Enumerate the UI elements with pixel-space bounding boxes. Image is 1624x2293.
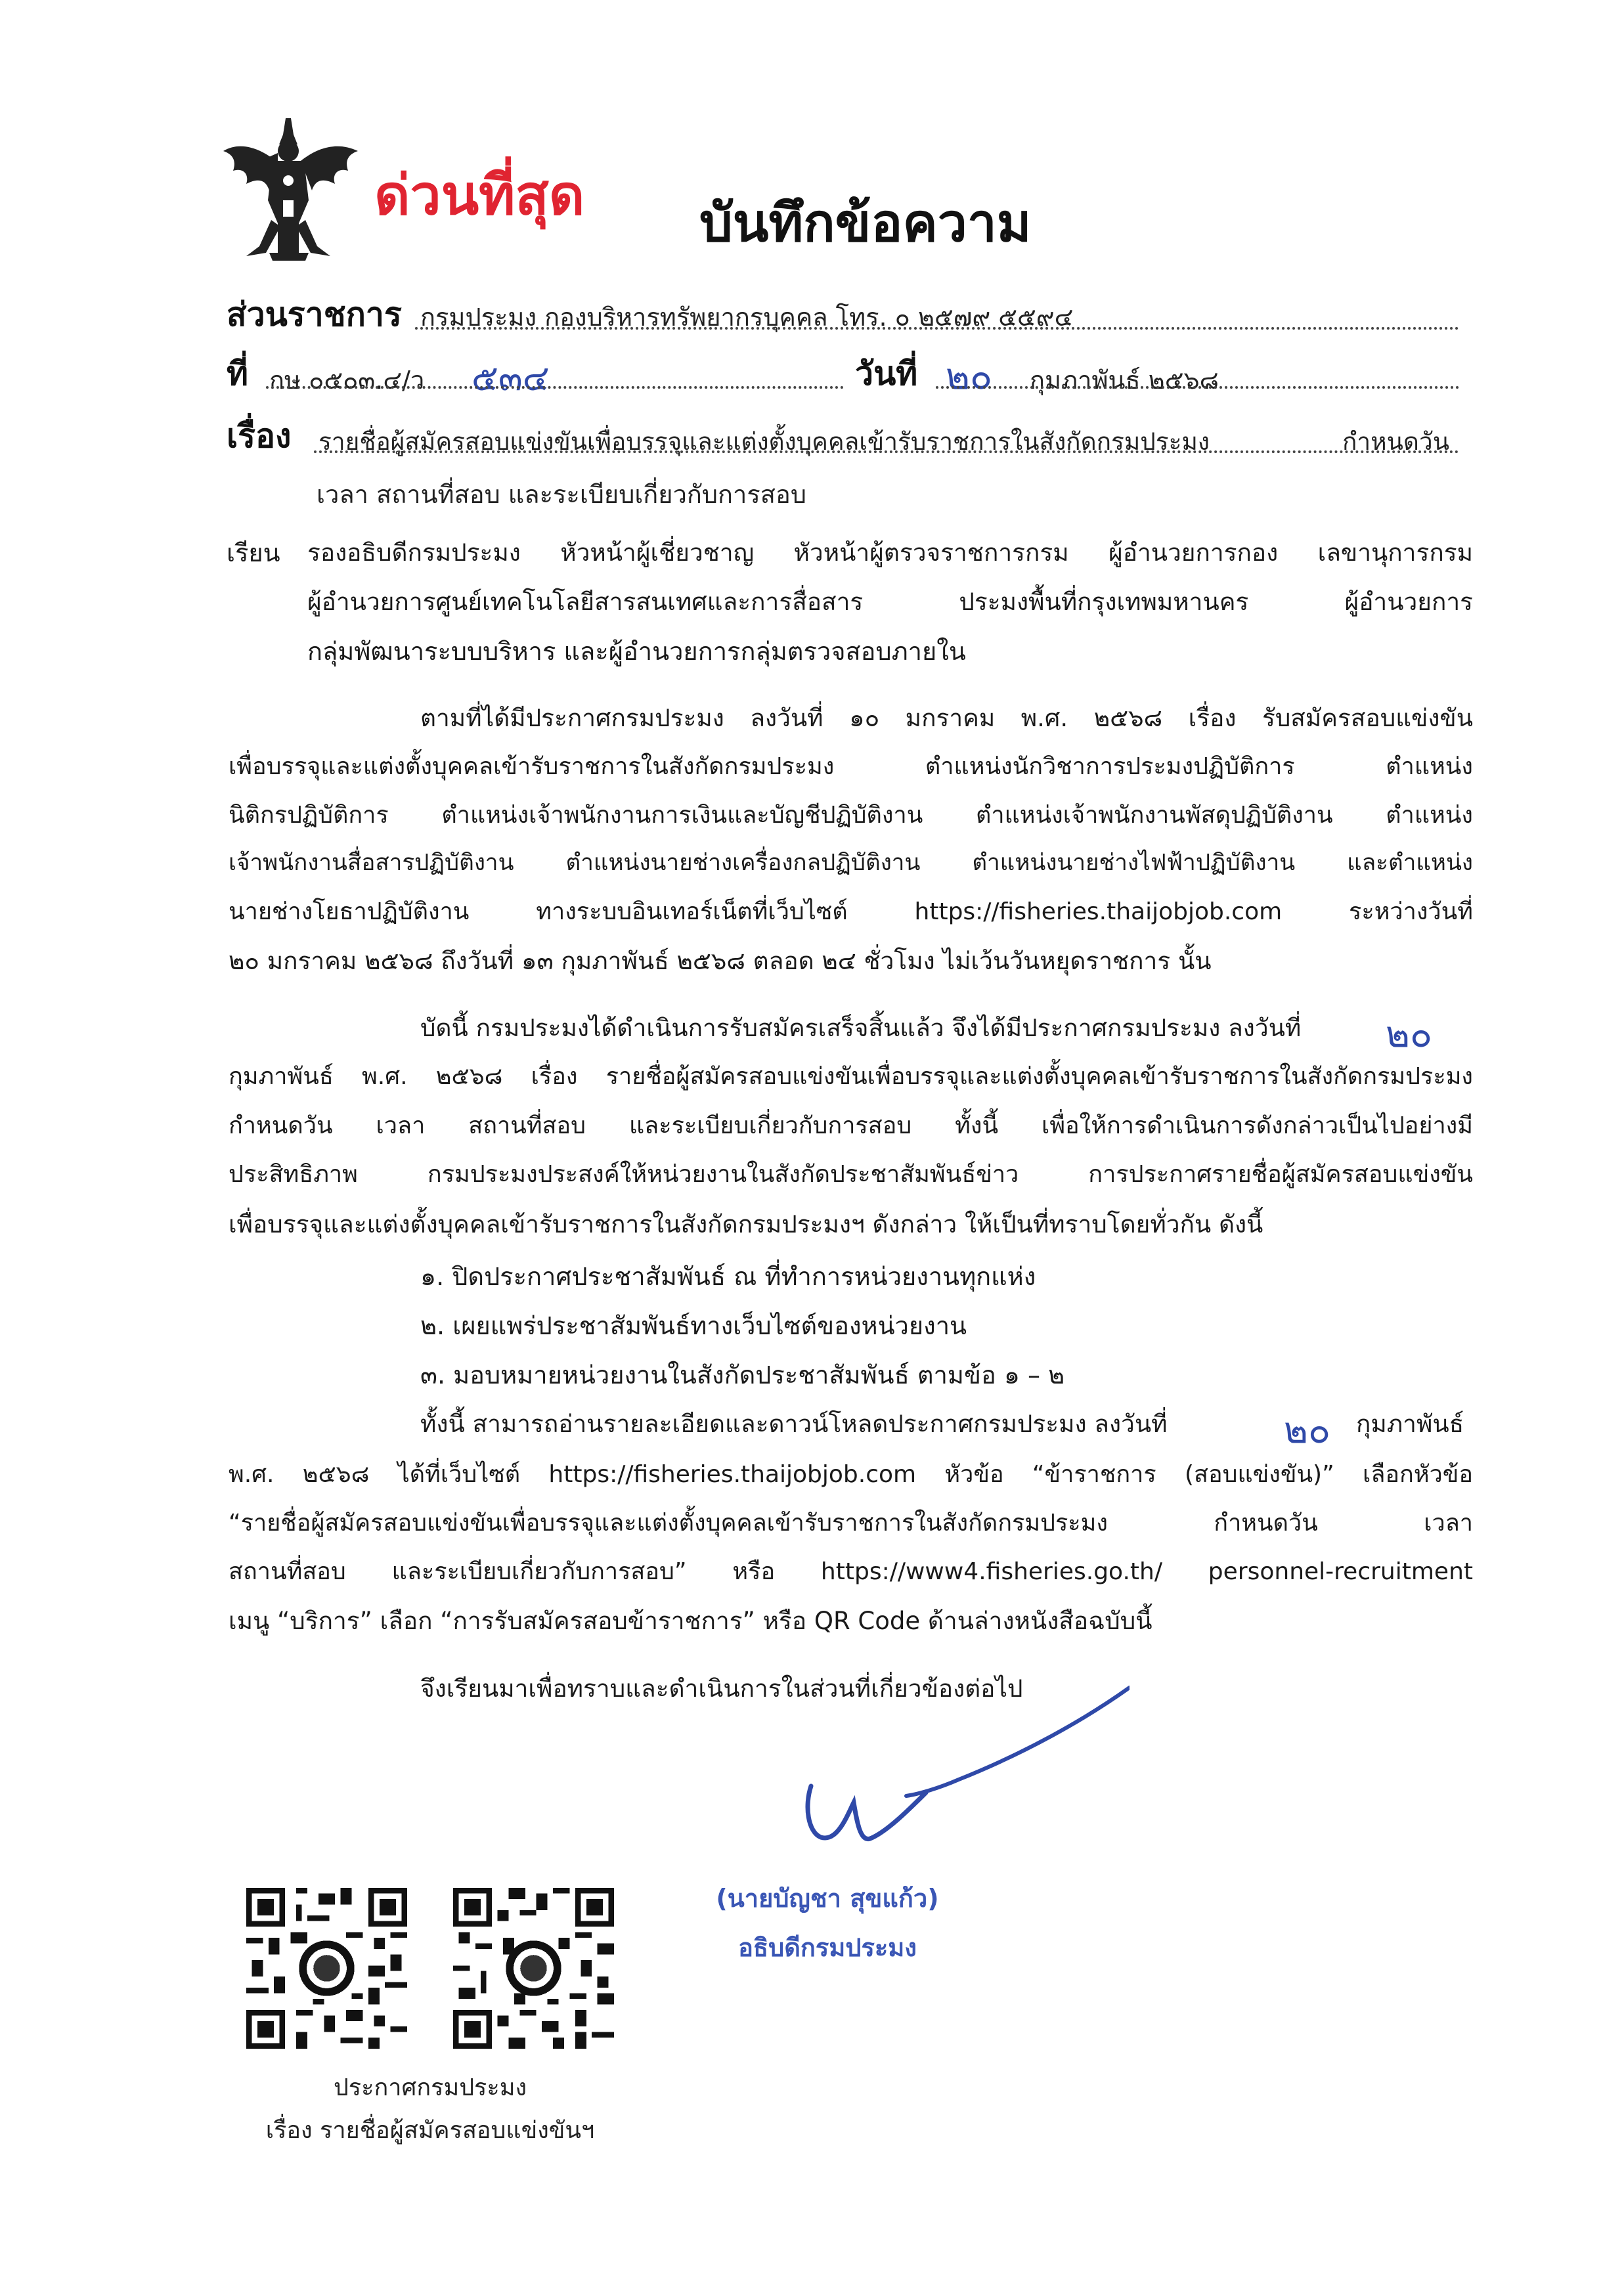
number-value: กษ ๐๕๐๓.๔/ว — [269, 366, 425, 395]
para2-line-5: เพื่อบรรจุและแต่งตั้งบุคคลเข้ารับราชการในสังกัดกรมประมงฯ ดังกล่าว ให้เป็นที่ทราบโดยทั่วกัน ดังนี้ — [229, 1210, 1263, 1238]
subject-label: เรื่อง — [227, 417, 292, 455]
salutation-label: เรียน — [227, 538, 280, 567]
para2-line-3: กำหนดวัน เวลา สถานที่สอบ และระเบียบเกี่ยวกับการสอบ ทั้งนี้ เพื่อให้การดำเนินการดังกล่าวเป็นไปอย่างมี — [229, 1112, 1473, 1139]
qr-code-icon — [453, 1888, 614, 2049]
para2-line-4: ประสิทธิภาพ กรมประมงประสงค์ให้หน่วยงานในสังกัดประชาสัมพันธ์ข่าว การประกาศรายชื่อผู้สมัครสอบแข่งขัน — [229, 1161, 1473, 1188]
signatory-name: (นายบัญชา สุขแก้ว) — [716, 1884, 939, 1913]
signatory-position: อธิบดีกรมประมง — [738, 1933, 917, 1962]
list-item: ๒. เผยแพร่ประชาสัมพันธ์ทางเว็บไซต์ของหน่วยงาน — [420, 1311, 967, 1340]
para2-line-1: บัดนี้ กรมประมงได้ดำเนินการรับสมัครเสร็จสิ้นแล้ว จึงได้มีประกาศกรมประมง ลงวันที่ — [420, 1014, 1302, 1042]
agency-label: ส่วนราชการ — [227, 295, 402, 334]
list-item: ๑. ปิดประกาศประชาสัมพันธ์ ณ ที่ทำการหน่วยงานทุกแห่ง — [420, 1262, 1036, 1291]
date-value: กุมภาพันธ์ ๒๕๖๘ — [1030, 366, 1219, 395]
closing-text: จึงเรียนมาเพื่อทราบและดำเนินการในส่วนที่เกี่ยวข้องต่อไป — [420, 1674, 1023, 1703]
agency-dotline — [415, 327, 1459, 330]
urgency-stamp: ด่วนที่สุด — [374, 163, 585, 227]
para3-date-handwritten: ๒๐ — [1284, 1409, 1331, 1452]
para3-line-3: “รายชื่อผู้สมัครสอบแข่งขันเพื่อบรรจุและแต่งตั้งบุคคลเข้ารับราชการในสังกัดกรมประมง กำหนดวัน เวลา — [229, 1510, 1473, 1537]
para1-line-3: นิติกรปฏิบัติการ ตำแหน่งเจ้าพนักงานการเงินและบัญชีปฏิบัติงาน ตำแหน่งเจ้าพนักงานพัสดุปฏิบัติงาน ตำแหน่ง — [229, 802, 1473, 829]
para3-line-5: เมนู “บริการ” เลือก “การรับสมัครสอบข้าราชการ” หรือ QR Code ด้านล่างหนังสือฉบับนี้ — [229, 1607, 1152, 1635]
para3-line-4: สถานที่สอบ และระเบียบเกี่ยวกับการสอบ” หรือ https://www4.fisheries.go.th/ personnel-recruitment — [229, 1558, 1473, 1585]
para1-line-5: นายช่างโยธาปฏิบัติงาน ทางระบบอินเทอร์เน็ตที่เว็บไซต์ https://fisheries.thaijobjob.com ระหว่างวันที่ — [229, 898, 1473, 925]
agency-field — [227, 289, 402, 341]
qr-code-icon — [246, 1888, 407, 2049]
number-label: ที่ — [227, 355, 248, 393]
qr-caption-line-1: ประกาศกรมประมง — [333, 2074, 527, 2101]
para3-line-1b: กุมภาพันธ์ — [1356, 1410, 1464, 1438]
agency-value: กรมประมง กองบริหารทรัพยากรบุคคล โทร. ๐ ๒๕๗๙ ๕๕๙๔ — [420, 303, 1074, 332]
qr-caption-line-2: เรื่อง รายชื่อผู้สมัครสอบแข่งขันฯ — [265, 2117, 595, 2144]
date-handwritten: ๒๐ — [946, 355, 993, 398]
salutation-line-2: ผู้อำนวยการศูนย์เทคโนโลยีสารสนเทศและการสื่อสาร ประมงพื้นที่กรุงเทพมหานคร ผู้อำนวยการ — [307, 588, 1473, 616]
salutation-line-1: รองอธิบดีกรมประมง หัวหน้าผู้เชี่ยวชาญ หัวหน้าผู้ตรวจราชการกรม ผู้อำนวยการกอง เลขานุการกรม — [307, 538, 1473, 567]
para1-line-1: ตามที่ได้มีประกาศกรมประมง ลงวันที่ ๑๐ มกราคม พ.ศ. ๒๕๖๘ เรื่อง รับสมัครสอบแข่งขัน — [420, 704, 1473, 732]
para2-line-2: กุมภาพันธ์ พ.ศ. ๒๕๖๘ เรื่อง รายชื่อผู้สมัครสอบแข่งขันเพื่อบรรจุและแต่งตั้งบุคคลเข้ารับราชการในสังกัดกรมประมง — [229, 1063, 1473, 1090]
para3-line-1a: ทั้งนี้ สามารถอ่านรายละเอียดและดาวน์โหลดประกาศกรมประมง ลงวันที่ — [420, 1410, 1168, 1438]
list-item: ๓. มอบหมายหน่วยงานในสังกัดประชาสัมพันธ์ ตามข้อ ๑ – ๒ — [420, 1361, 1065, 1389]
para2-date-handwritten: ๒๐ — [1386, 1013, 1433, 1056]
subject-dotline — [314, 450, 1459, 453]
number-dotline — [266, 386, 844, 389]
garuda-emblem-icon — [220, 115, 361, 263]
date-dotline — [936, 386, 1459, 389]
para1-line-6: ๒๐ มกราคม ๒๕๖๘ ถึงวันที่ ๑๓ กุมภาพันธ์ ๒๕๖๘ ตลอด ๒๔ ชั่วโมง ไม่เว้นวันหยุดราชการ นั้น — [229, 947, 1212, 975]
para1-line-2: เพื่อบรรจุและแต่งตั้งบุคคลเข้ารับราชการในสังกัดกรมประมง ตำแหน่งนักวิชาการประมงปฏิบัติการ ตำแหน่ง — [229, 753, 1473, 780]
document-title: บันทึกข้อความ — [699, 192, 1032, 253]
date-label: วันที่ — [855, 355, 918, 393]
handwritten-signature — [788, 1681, 1130, 1858]
para3-line-2: พ.ศ. ๒๕๖๘ ได้ที่เว็บไซต์ https://fisheries.thaijobjob.com หัวข้อ “ข้าราชการ (สอบแข่งขัน)” เลือกหัวข้อ — [229, 1461, 1473, 1488]
number-field — [227, 348, 248, 400]
number-handwritten: ๕๓๔ — [472, 357, 550, 399]
salutation-line-3: กลุ่มพัฒนาระบบบริหาร และผู้อำนวยการกลุ่มตรวจสอบภายใน — [307, 637, 966, 666]
subject-field — [227, 410, 291, 462]
date-field — [855, 348, 917, 400]
para1-line-4: เจ้าพนักงานสื่อสารปฏิบัติงาน ตำแหน่งนายช่างเครื่องกลปฏิบัติงาน ตำแหน่งนายช่างไฟฟ้าปฏิบัติงาน และตำแหน่ง — [229, 850, 1473, 876]
subject-line-1: รายชื่อผู้สมัครสอบแข่งขันเพื่อบรรจุและแต่งตั้งบุคคลเข้ารับราชการในสังกัดกรมประมง กำหนดวัน — [318, 427, 1449, 456]
subject-line-2: เวลา สถานที่สอบ และระเบียบเกี่ยวกับการสอบ — [317, 480, 806, 509]
